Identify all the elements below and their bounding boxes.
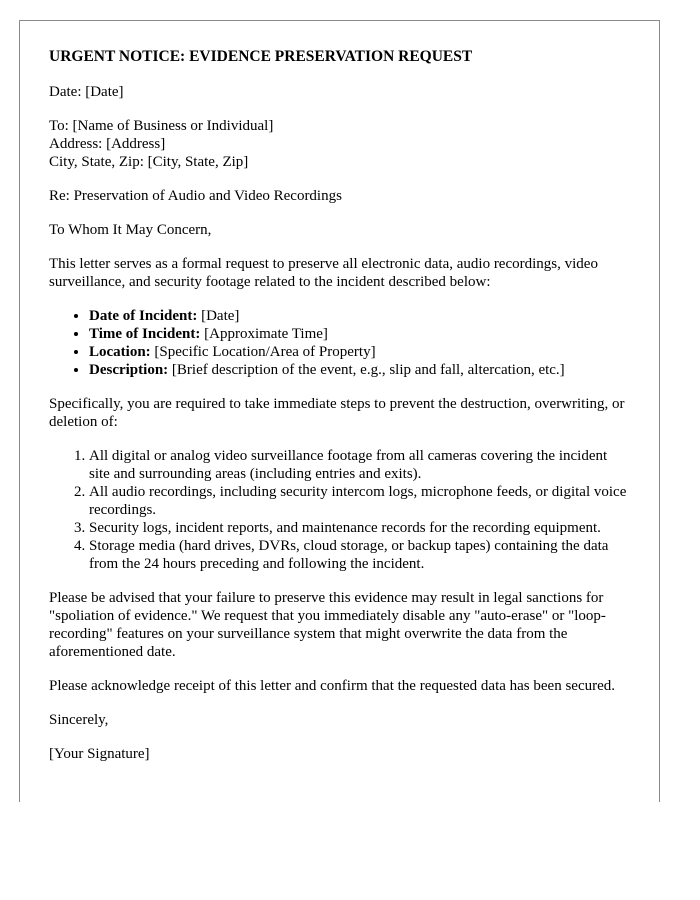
incident-time-value: [Approximate Time] (200, 326, 328, 342)
list-item (89, 307, 630, 325)
list-item: 1. All digital or analog video surveillance footage from all cameras covering the incident site and surrounding areas (including entries and exits). (89, 447, 630, 483)
signature: [Your Signature] (49, 746, 150, 762)
letter-title: URGENT NOTICE: EVIDENCE PRESERVATION REQUEST (49, 48, 473, 65)
list-item: 3. Security logs, incident reports, and maintenance records for the recording equipment. (89, 519, 630, 537)
preservation-items-list (49, 447, 630, 573)
address-line-address: Address: [Address] (49, 136, 166, 152)
re-line: Re: Preservation of Audio and Video Recordings (49, 188, 342, 204)
incident-location-label: Location: (89, 344, 151, 360)
steps-intro-paragraph: Specifically, you are required to take immediate steps to prevent the destruction, overwriting, or deletion of: (49, 396, 625, 430)
salutation: To Whom It May Concern, (49, 222, 212, 238)
acknowledge-paragraph: Please acknowledge receipt of this letter and confirm that the requested data has been secured. (49, 678, 616, 694)
list-item (89, 325, 630, 343)
list-item: 2. All audio recordings, including security intercom logs, microphone feeds, or digital voice recordings. (89, 483, 630, 519)
incident-details-list (49, 307, 630, 379)
incident-location-value: [Specific Location/Area of Property] (150, 344, 376, 360)
address-line-to: To: [Name of Business or Individual] (49, 118, 274, 134)
address-line-city: City, State, Zip: [City, State, Zip] (49, 154, 249, 170)
recipient-address-block (49, 117, 630, 171)
list-item: 4. Storage media (hard drives, DVRs, cloud storage, or backup tapes) containing the data from the 24 hours preceding and following the incident. (89, 537, 630, 573)
incident-date-value: [Date] (197, 308, 240, 324)
list-item (89, 343, 630, 361)
incident-description-label: Description: (89, 362, 169, 378)
list-item (89, 361, 630, 379)
letter-page (19, 20, 660, 802)
incident-time-label: Time of Incident: (89, 326, 201, 342)
intro-paragraph: This letter serves as a formal request to preserve all electronic data, audio recordings, video surveillance, and security footage related to the incident described below: (49, 256, 598, 290)
incident-date-label: Date of Incident: (89, 308, 198, 324)
incident-description-value: [Brief description of the event, e.g., slip and fall, altercation, etc.] (168, 362, 565, 378)
closing: Sincerely, (49, 712, 109, 728)
date-line: Date: [Date] (49, 84, 124, 100)
warning-paragraph: Please be advised that your failure to preserve this evidence may result in legal sanctions for "spoliation of evidence." We request that you immediately disable any "auto-erase" or "loop-recording" features on your surveillance system that might overwrite the data from the aforementioned date. (49, 590, 606, 660)
